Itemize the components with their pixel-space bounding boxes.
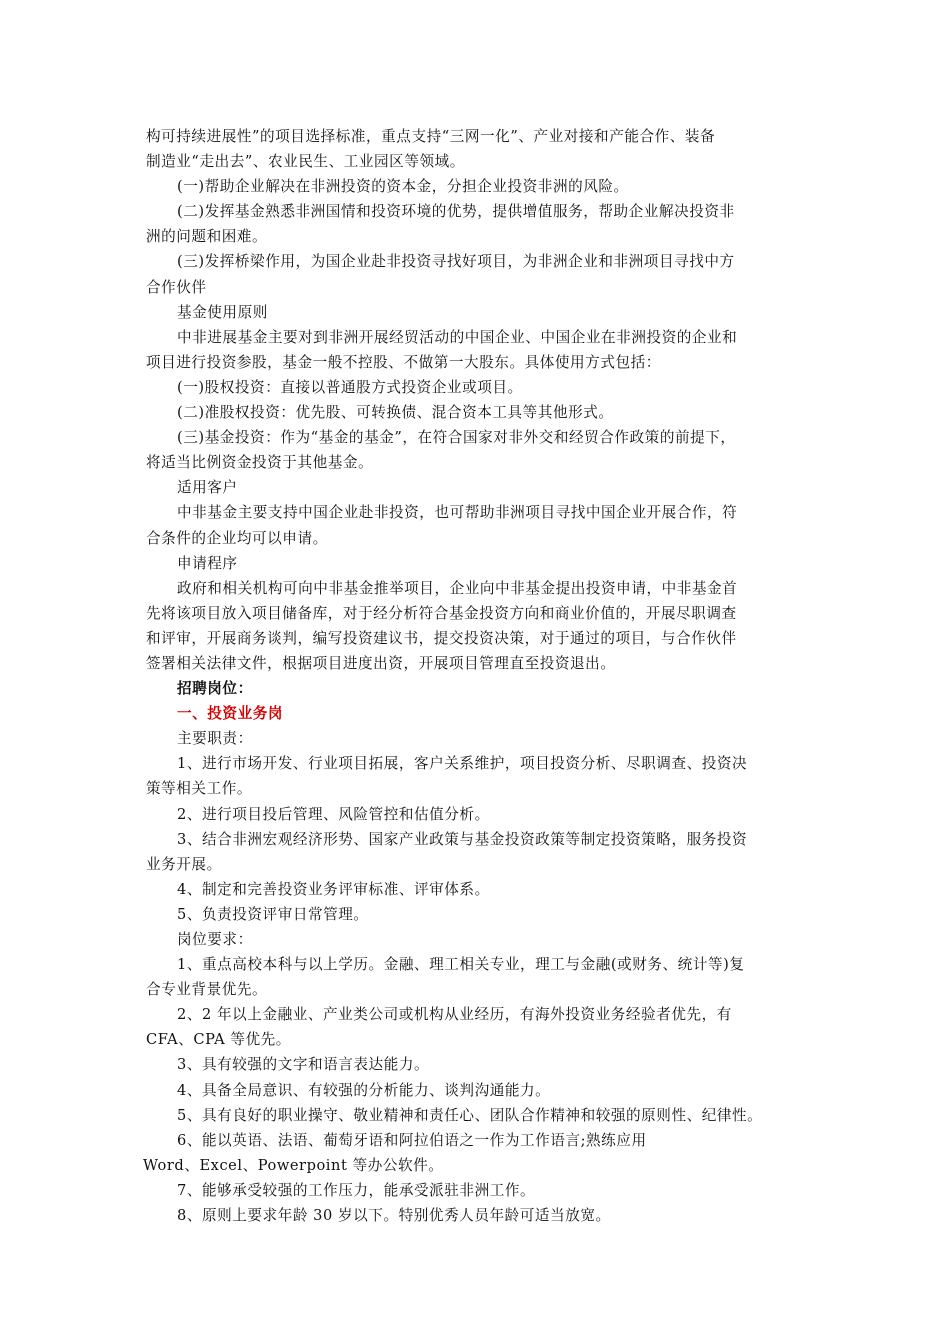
- paragraph-line: (二)准股权投资：优先股、可转换债、混合资本工具等其他形式。: [177, 404, 614, 422]
- paragraph-line: (一)股权投资：直接以普通股方式投资企业或项目。: [177, 378, 523, 396]
- document-body: [143, 124, 811, 1228]
- paragraph-line: 先将该项目放入项目储备库，对于经分析符合基金投资方向和商业价值的，开展尽职调查: [146, 604, 737, 622]
- paragraph-line: 项目进行投资参股，基金一般不控股、不做第一大股东。具体使用方式包括：: [146, 353, 661, 371]
- paragraph-line: Word、Excel、Powerpoint 等办公软件。: [143, 1156, 444, 1174]
- paragraph-line: 构可持续进展性”的项目选择标准，重点支持“三网一化”、产业对接和产能合作、装备: [146, 128, 716, 145]
- paragraph-line: 和评审，开展商务谈判，编写投资建议书，提交投资决策，对于通过的项目，与合作伙伴: [146, 629, 737, 647]
- paragraph-line: 基金使用原则: [177, 303, 268, 321]
- paragraph-line: 5、具有良好的职业操守、敬业精神和责任心、团队合作精神和较强的原则性、纪律性。: [177, 1106, 763, 1124]
- paragraph-line: 制造业“走出去”、农业民生、工业园区等领域。: [146, 153, 465, 171]
- paragraph-line: 合专业背景优先。: [146, 981, 268, 999]
- paragraph-line: (三)发挥桥梁作用，为国企业赴非投资寻找好项目，为非洲企业和非洲项目寻找中方: [177, 253, 735, 271]
- paragraph-line: 1、重点高校本科与以上学历。金融、理工相关专业，理工与金融(或财务、统计等)复: [177, 956, 745, 974]
- paragraph-line: 4、制定和完善投资业务评审标准、评审体系。: [177, 880, 490, 898]
- paragraph-line: 申请程序: [177, 554, 238, 572]
- paragraph-line: 8、原则上要求年龄 30 岁以下。特别优秀人员年龄可适当放宽。: [177, 1207, 611, 1225]
- paragraph-line: (一)帮助企业解决在非洲投资的资本金，分担企业投资非洲的风险。: [177, 178, 629, 196]
- paragraph-line: (三)基金投资：作为“基金的基金”，在符合国家对非外交和经贸合作政策的前提下，: [177, 429, 736, 447]
- paragraph-line: 岗位要求：: [177, 931, 253, 948]
- paragraph-line: 7、能够承受较强的工作压力，能承受派驻非洲工作。: [177, 1181, 536, 1199]
- paragraph-line: 合条件的企业均可以申请。: [146, 529, 328, 547]
- paragraph-line: 中非基金主要支持中国企业赴非投资，也可帮助非洲项目寻找中国企业开展合作，符: [177, 504, 738, 522]
- paragraph-line: 洲的问题和困难。: [146, 228, 268, 246]
- paragraph-line: 策等相关工作。: [146, 780, 253, 798]
- paragraph-line: 将适当比例资金投资于其他基金。: [146, 454, 374, 472]
- paragraph-line: 3、结合非洲宏观经济形势、国家产业政策与基金投资政策等制定投资策略，服务投资: [177, 830, 748, 848]
- paragraph-line: 适用客户: [177, 479, 238, 497]
- paragraph-line: 3、具有较强的文字和语言表达能力。: [177, 1056, 430, 1074]
- paragraph-line: 5、负责投资评审日常管理。: [177, 905, 369, 923]
- paragraph-line: 业务开展。: [146, 855, 222, 873]
- paragraph-line: 签署相关法律文件，根据项目进度出资，开展项目管理直至投资退出。: [146, 654, 616, 672]
- paragraph-line: CFA、CPA 等优先。: [146, 1031, 291, 1049]
- paragraph-line: 合作伙伴: [146, 278, 207, 296]
- paragraph-line: 政府和相关机构可向中非基金推举项目，企业向中非基金提出投资申请，中非基金首: [177, 579, 738, 597]
- paragraph-line: 6、能以英语、法语、葡萄牙语和阿拉伯语之一作为工作语言;熟练应用: [177, 1131, 647, 1149]
- paragraph-line: (二)发挥基金熟悉非洲国情和投资环境的优势，提供增值服务，帮助企业解决投资非: [177, 203, 735, 221]
- paragraph-line: 中非进展基金主要对到非洲开展经贸活动的中国企业、中国企业在非洲投资的企业和: [177, 328, 738, 346]
- paragraph-line: 2、进行项目投后管理、风险管控和估值分析。: [177, 805, 490, 823]
- section-heading: 招聘岗位：: [177, 680, 253, 698]
- job-title-heading: 一、投资业务岗: [177, 705, 284, 723]
- paragraph-line: 1、进行市场开发、行业项目拓展，客户关系维护，项目投资分析、尽职调查、投资决: [177, 755, 748, 773]
- paragraph-line: 4、具备全局意识、有较强的分析能力、谈判沟通能力。: [177, 1081, 551, 1099]
- paragraph-line: 2、2 年以上金融业、产业类公司或机构从业经历，有海外投资业务经验者优先，有: [177, 1006, 732, 1024]
- paragraph-line: 主要职责：: [177, 730, 253, 748]
